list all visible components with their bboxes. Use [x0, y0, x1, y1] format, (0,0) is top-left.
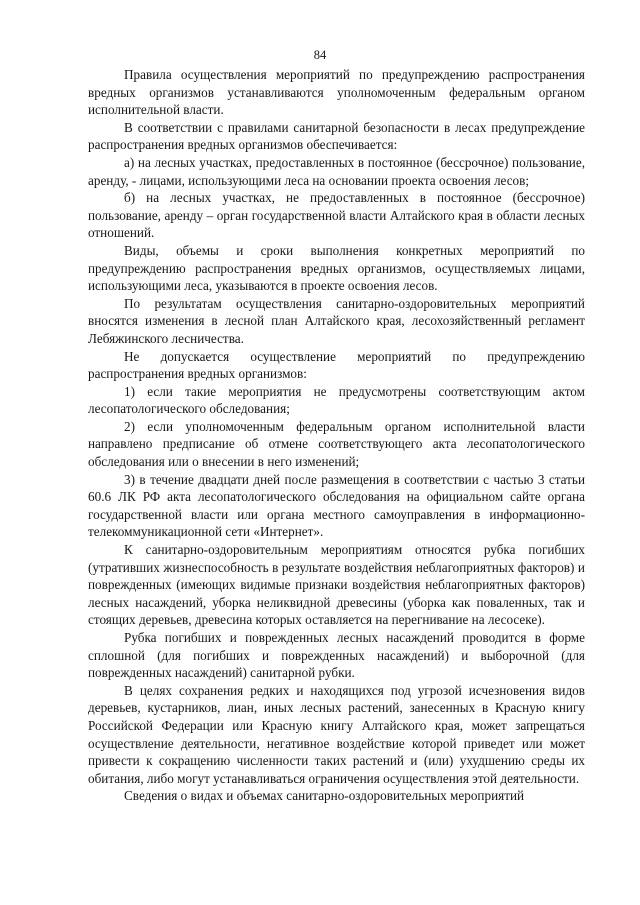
page-number: 84 [313, 48, 327, 62]
list-item: б) на лесных участках, не предоставленных в постоянное (бессрочное) пользование, аренду – орган государственной власти Алтайского края в области лесных отношений. [88, 190, 585, 241]
paragraph: Не допускается осуществление мероприятий по предупреждению распространения вредных организмов: [88, 348, 585, 382]
paragraph: По результатам осуществления санитарно-оздоровительных мероприятий вносятся изменения в лесной план Алтайского края, лесохозяйственный регламент Лебяжинского лесничества. [88, 295, 585, 346]
list-item: а) на лесных участках, предоставленных в постоянное (бессрочное) пользование, аренду, - лицами, использующими леса на основании проекта освоения лесов; [88, 154, 585, 188]
paragraph: В целях сохранения редких и находящихся под угрозой исчезновения видов деревьев, кустарников, лиан, иных лесных растений, занесенных в Красную книгу Российской Федерации или Красную книгу Алтайского края, может запрещаться осуществление деятельности, негативное воздействие которой приведет или может привести к сокращению численности таких растений и (или) ухудшению среды их обитания, либо могут устанавливаться ограничения осуществления этой деятельности. [88, 682, 585, 786]
list-item: 1) если такие мероприятия не предусмотрены соответствующим актом лесопатологического обследования; [88, 383, 585, 417]
list-item: 2) если уполномоченным федеральным органом исполнительной власти направлено предписание об отмене соответствующего акта лесопатологического обследования или о внесении в него изменений; [88, 418, 585, 470]
paragraph: Рубка погибших и поврежденных лесных насаждений проводится в форме сплошной (для погибших и поврежденных насаждений) и выборочной (для поврежденных насаждений) санитарной рубки. [88, 630, 585, 681]
body-text [88, 66, 585, 805]
list-item: 3) в течение двадцати дней после размещения в соответствии с частью 3 статьи 60.6 ЛК РФ акта лесопатологического обследования на официальном сайте органа государственной власти или органа местного самоуправления в информационно-телекоммуникационной сети «Интернет». [88, 471, 585, 540]
paragraph: К санитарно-оздоровительным мероприятиям относятся рубка погибших (утративших жизнеспособность в результате воздействия неблагоприятных факторов) и поврежденных (имеющих видимые признаки воздействия неблагоприятных факторов) лесных насаждений, уборка неликвидной древесины (уборка как поваленных, так и стоящих деревьев, древесина которых оставляется на перегнивание на лесосеке). [88, 542, 585, 628]
paragraph: В соответствии с правилами санитарной безопасности в лесах предупреждение распространения вредных организмов обеспечивается: [88, 119, 585, 153]
paragraph: Правила осуществления мероприятий по предупреждению распространения вредных организмов устанавливаются уполномоченным федеральным органом исполнительной власти. [88, 67, 585, 118]
paragraph: Сведения о видах и объемах санитарно-оздоровительных мероприятий [124, 788, 525, 804]
paragraph: Виды, объемы и сроки выполнения конкретных мероприятий по предупреждению распространения вредных организмов, осуществляемых лицами, использующими леса, указываются в проекте освоения лесов. [88, 242, 585, 294]
